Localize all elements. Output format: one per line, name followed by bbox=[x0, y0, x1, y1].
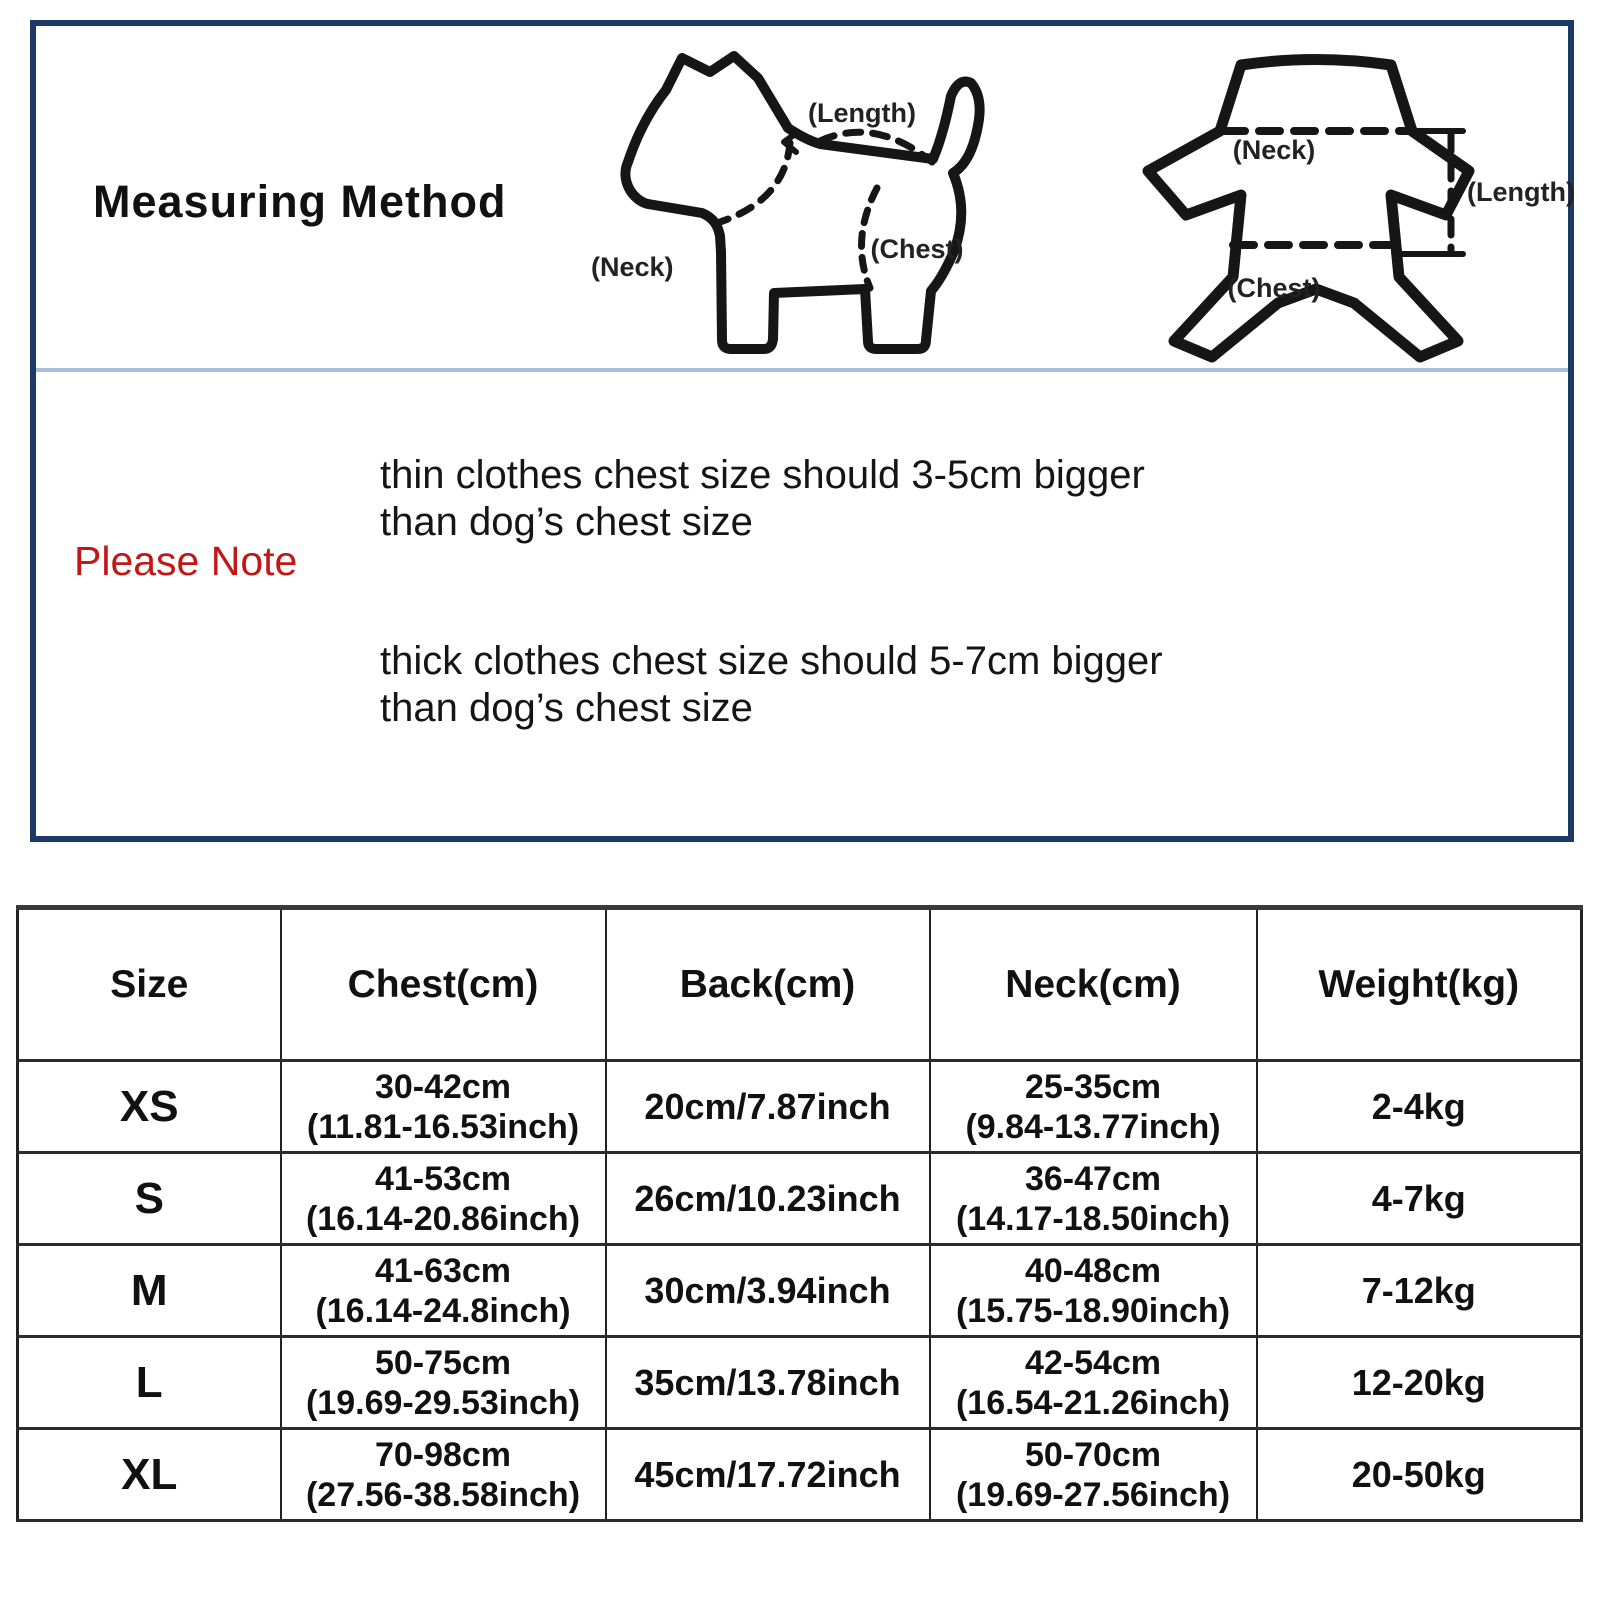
neck-cell bbox=[930, 1245, 1257, 1337]
back-cell: 45cm/17.72inch bbox=[606, 1429, 930, 1521]
weight-cell: 7-12kg bbox=[1257, 1245, 1582, 1337]
col-header-weight: Weight(kg) bbox=[1257, 908, 1582, 1061]
neck-range: 36-47cm bbox=[1024, 1159, 1162, 1198]
weight-cell: 12-20kg bbox=[1257, 1337, 1582, 1429]
back-cell: 26cm/10.23inch bbox=[606, 1153, 930, 1245]
neck-cell bbox=[930, 1429, 1257, 1521]
col-header-size: Size bbox=[18, 908, 281, 1061]
note-item-thick bbox=[380, 638, 1163, 732]
section-divider bbox=[36, 368, 1568, 372]
chest-range: 50-75cm bbox=[374, 1343, 512, 1382]
chest-range: 30-42cm bbox=[374, 1067, 512, 1106]
dog-length-label: (Length) bbox=[808, 98, 916, 128]
neck-range-inch: (9.84-13.77inch) bbox=[965, 1107, 1221, 1146]
dog-side-view-illustration bbox=[584, 44, 1109, 364]
size-cell: XS bbox=[18, 1061, 281, 1153]
note-label: Please Note bbox=[74, 538, 298, 584]
back-cell: 30cm/3.94inch bbox=[606, 1245, 930, 1337]
table-row-l bbox=[18, 1337, 1582, 1429]
note-line: than dog’s chest size bbox=[380, 686, 753, 730]
back-cell: 35cm/13.78inch bbox=[606, 1337, 930, 1429]
chest-range: 70-98cm bbox=[374, 1435, 512, 1474]
size-cell: M bbox=[18, 1245, 281, 1337]
chest-cell bbox=[281, 1061, 606, 1153]
neck-range-inch: (15.75-18.90inch) bbox=[955, 1291, 1231, 1330]
table-row-m bbox=[18, 1245, 1582, 1337]
dog-outline bbox=[625, 56, 979, 349]
note-line: thin clothes chest size should 3-5cm bigger bbox=[380, 453, 1145, 497]
weight-cell: 4-7kg bbox=[1257, 1153, 1582, 1245]
chest-cell bbox=[281, 1337, 606, 1429]
table-header-row bbox=[18, 908, 1582, 1061]
garment-neck-label: (Neck) bbox=[1232, 135, 1316, 165]
neck-range-inch: (19.69-27.56inch) bbox=[955, 1475, 1231, 1514]
chest-range-inch: (16.14-20.86inch) bbox=[305, 1199, 581, 1238]
weight-cell: 2-4kg bbox=[1257, 1061, 1582, 1153]
chest-range-inch: (27.56-38.58inch) bbox=[305, 1475, 581, 1514]
table-row-s bbox=[18, 1153, 1582, 1245]
chest-range-inch: (16.14-24.8inch) bbox=[315, 1291, 571, 1330]
measuring-method-panel bbox=[30, 20, 1574, 842]
back-cell: 20cm/7.87inch bbox=[606, 1061, 930, 1153]
chest-range-inch: (19.69-29.53inch) bbox=[305, 1383, 581, 1422]
table-row-xs bbox=[18, 1061, 1582, 1153]
chest-cell bbox=[281, 1153, 606, 1245]
neck-cell bbox=[930, 1337, 1257, 1429]
neck-range-inch: (14.17-18.50inch) bbox=[955, 1199, 1231, 1238]
chest-cell bbox=[281, 1245, 606, 1337]
neck-range: 25-35cm bbox=[1024, 1067, 1162, 1106]
col-header-chest: Chest(cm) bbox=[281, 908, 606, 1061]
chest-range: 41-63cm bbox=[374, 1251, 512, 1290]
col-header-back: Back(cm) bbox=[606, 908, 930, 1061]
chest-range: 41-53cm bbox=[374, 1159, 512, 1198]
garment-outline bbox=[1148, 60, 1469, 358]
garment-illustration bbox=[1111, 49, 1583, 369]
note-line: thick clothes chest size should 5-7cm bigger bbox=[380, 639, 1163, 683]
weight-cell: 20-50kg bbox=[1257, 1429, 1582, 1521]
neck-range-inch: (16.54-21.26inch) bbox=[955, 1383, 1231, 1422]
page-title: Measuring Method bbox=[93, 176, 507, 227]
garment-chest-label: (Chest) bbox=[1227, 273, 1321, 303]
size-table bbox=[16, 905, 1583, 1522]
garment-length-label: (Length) bbox=[1467, 177, 1575, 207]
chest-range-inch: (11.81-16.53inch) bbox=[306, 1107, 580, 1146]
dog-chest-label: (Chest) bbox=[870, 234, 964, 264]
size-cell: XL bbox=[18, 1429, 281, 1521]
neck-range: 50-70cm bbox=[1024, 1435, 1162, 1474]
neck-cell bbox=[930, 1153, 1257, 1245]
note-item-thin bbox=[380, 452, 1145, 546]
dog-neck-label: (Neck) bbox=[591, 252, 674, 282]
neck-range: 40-48cm bbox=[1024, 1251, 1162, 1290]
chest-cell bbox=[281, 1429, 606, 1521]
size-cell: L bbox=[18, 1337, 281, 1429]
table-row-xl bbox=[18, 1429, 1582, 1521]
neck-cell bbox=[930, 1061, 1257, 1153]
note-line: than dog’s chest size bbox=[380, 500, 753, 544]
col-header-neck: Neck(cm) bbox=[930, 908, 1257, 1061]
size-cell: S bbox=[18, 1153, 281, 1245]
neck-range: 42-54cm bbox=[1024, 1343, 1162, 1382]
